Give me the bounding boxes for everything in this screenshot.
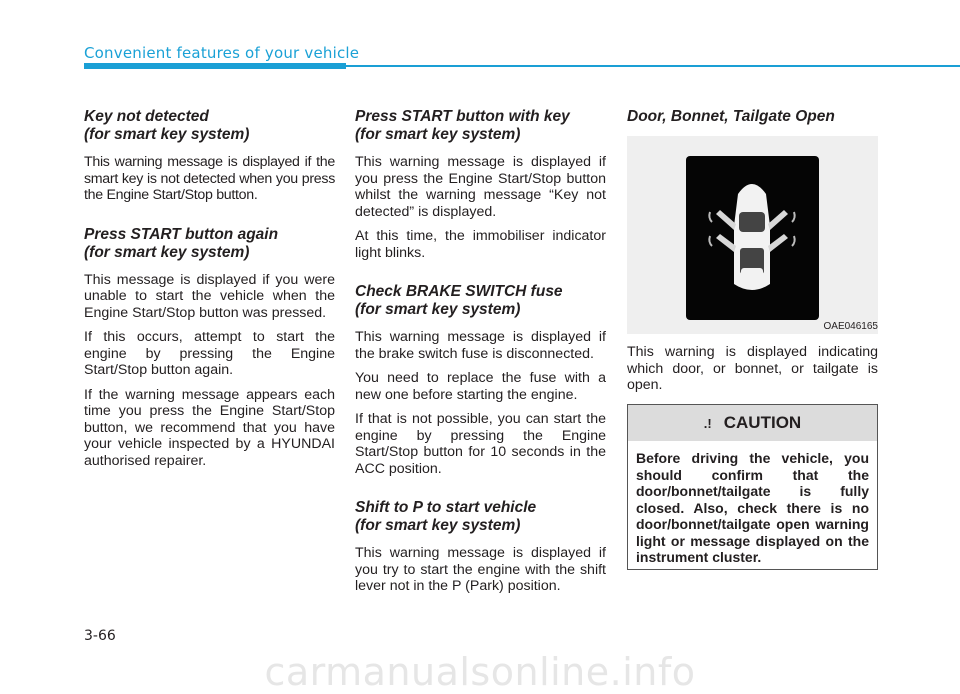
column-right: [627, 108, 878, 402]
paragraph: This warning message is displayed if you press the Engine Start/Stop button whilst the warning message “Key not detected” is displayed.: [355, 154, 606, 220]
section-key-not-detected: [84, 108, 335, 204]
figure-code: OAE046165: [823, 321, 878, 332]
heading-key-not-detected: Key not detected (for smart key system): [84, 108, 250, 143]
paragraph: If that is not possible, you can start the engine by pressing the Engine Start/Stop button for 10 seconds in the ACC position.: [355, 411, 606, 477]
heading-press-start-with-key: Press START button with key (for smart key system): [355, 108, 570, 143]
caution-header: [628, 405, 877, 441]
caution-text: Before driving the vehicle, you should confirm that the door/bonnet/tailgate is fully closed. Also, check there is no door/bonnet/tailgate open warning light or message displayed on the instrument cluster.: [636, 450, 869, 565]
section-check-brake-switch: [355, 283, 606, 477]
heading-shift-to-p: Shift to P to start vehicle (for smart key system): [355, 499, 537, 534]
car-top-view-icon: [686, 156, 819, 320]
header-accent-bar: [84, 63, 346, 69]
paragraph: If this occurs, attempt to start the engine by pressing the Engine Start/Stop button again.: [84, 329, 335, 378]
heading-press-start-again: Press START button again (for smart key system): [84, 225, 279, 261]
paragraph: This warning message is displayed if you try to start the engine with the shift lever not in the P (Park) position.: [355, 545, 606, 594]
paragraph: You need to replace the fuse with a new one before starting the engine.: [355, 370, 606, 403]
paragraph: This warning message is displayed if the brake switch fuse is disconnected.: [355, 329, 606, 362]
section-press-start-again: [84, 226, 335, 470]
warning-triangle-icon: .!: [703, 415, 712, 431]
paragraph: This warning is displayed indicating which door, or bonnet, or tailgate is open.: [627, 344, 878, 393]
section-title: Convenient features of your vehicle: [84, 44, 360, 62]
column-middle: [355, 108, 606, 617]
section-shift-to-p: [355, 499, 606, 595]
door-open-illustration: [627, 136, 878, 334]
caution-label: CAUTION: [723, 413, 802, 432]
column-left: [84, 108, 335, 491]
heading-door-open: Door, Bonnet, Tailgate Open: [627, 108, 835, 125]
paragraph: If the warning message appears each time you press the Engine Start/Stop button, we recommend that you have your vehicle inspected by a HYUNDAI authorised repairer.: [84, 386, 335, 469]
paragraph: This message is displayed if you were unable to start the vehicle when the Engine Start/Stop button was pressed.: [84, 271, 335, 321]
caution-box: [627, 404, 878, 570]
cluster-display: [686, 156, 819, 320]
page-number: 3-66: [84, 628, 116, 644]
heading-check-brake-switch: Check BRAKE SWITCH fuse (for smart key system): [355, 283, 563, 318]
watermark: carmanualsonline.info: [264, 650, 696, 694]
section-press-start-with-key: [355, 108, 606, 261]
paragraph: This warning message is displayed if the smart key is not detected when you press the Engine Start/Stop button.: [84, 154, 335, 203]
paragraph: At this time, the immobiliser indicator light blinks.: [355, 228, 606, 261]
